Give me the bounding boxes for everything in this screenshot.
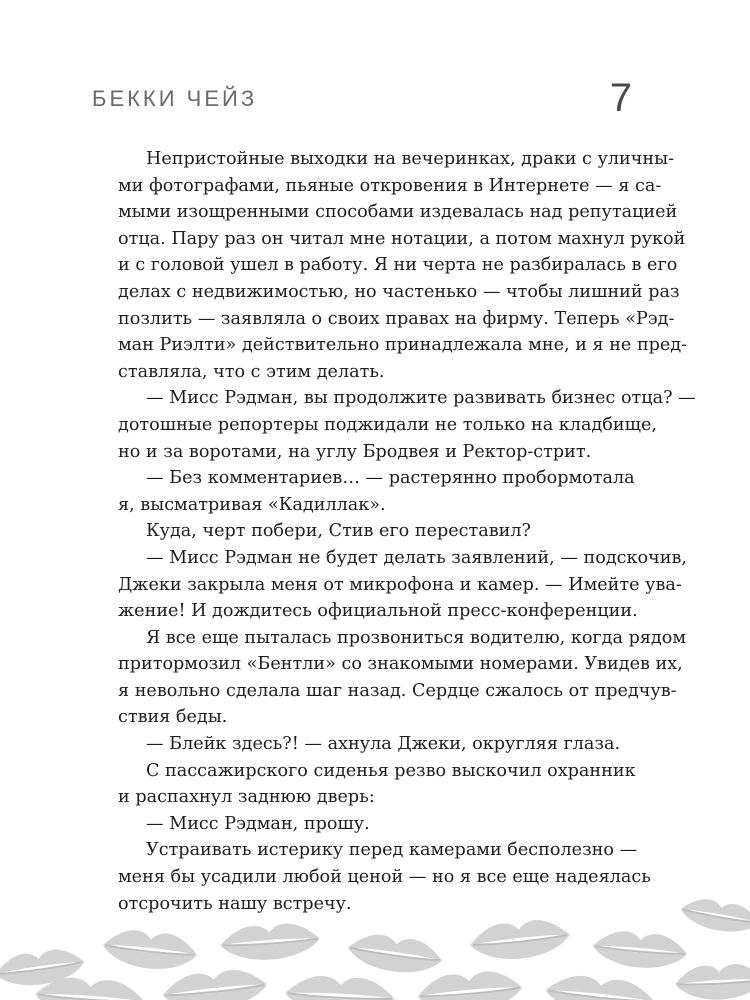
- text-line: притормозил «Бентли» со знакомыми номерами. Увидев их,: [118, 654, 683, 675]
- text-line: меня бы усадили любой ценой — но я все еще надеялась: [118, 867, 651, 888]
- lips-pattern-icon: [0, 850, 750, 1000]
- text-line: делах с недвижимостью, но частенько — чтобы лишний раз: [118, 281, 680, 302]
- text-line: Куда, черт побери, Стив его переставил?: [146, 521, 531, 542]
- text-line: мыми изощренными способами издевалась над репутацией: [118, 202, 678, 223]
- text-line: ман Риэлти» действительно принадлежала мне, и я не пред-: [118, 335, 688, 356]
- text-line: и распахнул заднюю дверь:: [118, 787, 375, 808]
- text-line: отца. Пару раз он читал мне нотации, а потом махнул рукой: [118, 228, 686, 249]
- text-line: я, высматривая «Кадиллак».: [118, 494, 386, 515]
- text-line: Непристойные выходки на вечеринках, драки с уличны-: [146, 149, 675, 169]
- text-line: — Мисс Рэдман не будет делать заявлений, — подскочив,: [146, 547, 687, 568]
- text-line: позлить — заявляла о своих правах на фирму. Теперь «Рэд-: [118, 308, 675, 329]
- running-head-author: БЕККИ ЧЕЙЗ: [92, 86, 258, 111]
- text-line: ствия беды.: [118, 707, 228, 728]
- text-line: — Мисс Рэдман, прошу.: [146, 813, 370, 834]
- text-line: дотошные репортеры поджидали не только на кладбище,: [118, 414, 657, 435]
- text-line: Устраивать истерику перед камерами бесполезно —: [146, 840, 638, 861]
- text-line: — Блейк здесь?! — ахнула Джеки, округляя глаза.: [146, 734, 621, 755]
- text-line: ми фотографами, пьяные откровения в Интернете — я са-: [118, 175, 662, 196]
- text-line: но и за воротами, на углу Бродвея и Ректор-стрит.: [118, 441, 592, 462]
- text-line: Джеки закрыла меня от микрофона и камер. — Имейте ува-: [118, 574, 682, 595]
- text-line: отсрочить нашу встречу.: [118, 893, 352, 914]
- text-line: жение! И дождитесь официальной пресс-конференции.: [118, 601, 638, 622]
- text-line: ставляла, что с этим делать.: [118, 361, 385, 382]
- text-line: и с головой ушел в работу. Я ни черта не разбиралась в его: [118, 255, 678, 276]
- page-number: 7: [609, 76, 632, 120]
- text-line: — Без комментариев… — растерянно пробормотала: [146, 468, 635, 489]
- body-text: [118, 146, 696, 917]
- text-line: С пассажирского сиденья резво выскочил охранник: [146, 760, 636, 781]
- text-line: Я все еще пыталась прозвониться водителю, когда рядом: [146, 627, 687, 648]
- text-line: я невольно сделала шаг назад. Сердце сжалось от предчув-: [118, 680, 677, 701]
- text-line: — Мисс Рэдман, вы продолжите развивать бизнес отца? —: [146, 388, 696, 409]
